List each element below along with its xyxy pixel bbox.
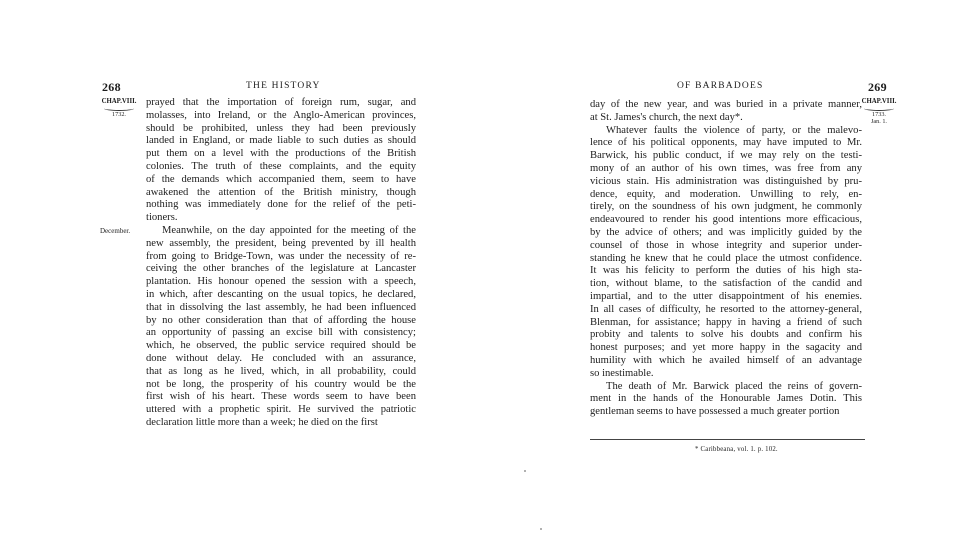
text-line: It was his felicity to perform the duties of his high sta- — [590, 265, 862, 277]
margin-chapter: CHAP.VIII. — [101, 98, 137, 105]
text-line: tion, without blame, to the satisfaction of the candid and — [590, 278, 862, 290]
text-line: from going to Bridge-Town, was under the necessity of re- — [146, 250, 416, 262]
scan-speck — [524, 470, 526, 472]
margin-year: 1732. — [112, 110, 126, 118]
text-line: awakened the attention of the British ministry, though — [146, 186, 416, 198]
margin-note-december: December. — [100, 227, 131, 235]
text-line: put them on a level with the productions of the British — [146, 148, 416, 160]
text-line: by the advice of others; and was implicitly guided by the — [590, 226, 862, 238]
text-line: impartial, and to the utter disappointment of his enemies. — [590, 290, 862, 302]
scan-speck — [540, 528, 542, 530]
text-line: which, he observed, the public service required should be — [146, 340, 416, 352]
text-line: mony of an author of his own times, was free from any — [590, 162, 862, 174]
margin-chapter-note — [98, 98, 140, 118]
margin-chapter: CHAP.VIII. — [861, 98, 897, 105]
running-head: OF BARBADOES — [677, 81, 764, 91]
text-line: prayed that the importation of foreign rum, sugar, and — [146, 97, 416, 108]
text-line: tirely, on the soundness of his own judgment, he commonly — [590, 201, 862, 213]
text-line: standing he knew that he could place the utmost confidence. — [590, 252, 862, 264]
text-line: molasses, into Ireland, or the Anglo-American provinces, — [146, 109, 416, 121]
body-text — [590, 99, 862, 419]
text-line: dence, equity, and moderation. Unwilling to rely, en- — [590, 188, 862, 200]
text-line: by no other consideration than that of affording the house — [146, 314, 416, 326]
text-line: Blenman, for assistance; happy in having a friend of such — [590, 316, 862, 328]
text-line: endeavoured to render his good intentions more efficacious, — [590, 214, 862, 226]
text-line: ment in the hands of the Honourable James Dotin. This — [590, 393, 862, 405]
footnote-rule — [590, 439, 865, 440]
page-number: 268 — [102, 80, 121, 94]
text-line: Whatever faults the violence of party, or the malevo- — [606, 124, 862, 136]
text-line: nothing was immediately done for the relief of the peti- — [146, 199, 416, 211]
text-line: day of the new year, and was buried in a private manner, — [590, 99, 862, 110]
text-line: that as long as he lived, which, in all probability, could — [146, 365, 416, 377]
text-line: vicious stain. His administration was distinguished by pru- — [590, 175, 862, 187]
text-line: tioners. — [146, 212, 178, 224]
text-line: done without delay. He concluded with an assurance, — [146, 352, 416, 364]
text-line: at St. James's church, the next day*. — [590, 111, 743, 123]
text-line: new assembly, the president, being prevented by ill health — [146, 237, 416, 249]
text-line: of the demands which accompanied them, seem to have — [146, 173, 416, 185]
text-line: that in dissolving the last assembly, he had been influenced — [146, 301, 416, 313]
text-line: so inestimable. — [590, 367, 654, 379]
text-line: probity and talents to solve his doubts and confirm his — [590, 329, 862, 341]
text-line: counsel of those in whose integrity and superior under- — [590, 239, 862, 251]
text-line: should be prohibited, unless they had been previously — [146, 122, 416, 134]
text-line: Meanwhile, on the day appointed for the meeting of the — [162, 224, 416, 236]
text-line: plantation. His honour opened the session with a speech, — [146, 276, 416, 288]
text-line: gentleman seems to have possessed a much greater portion — [590, 406, 840, 418]
text-line: Barwick, his public conduct, if we may rely on the testi- — [590, 150, 862, 162]
text-line: humility with which he availed himself of an advantage — [590, 354, 862, 366]
text-line: The death of Mr. Barwick placed the reins of govern- — [606, 380, 862, 392]
text-line: an opportunity of passing an excise bill with consistency; — [146, 327, 416, 339]
running-head: THE HISTORY — [246, 81, 321, 91]
text-line: lence of his political opponents, may have imputed to Mr. — [590, 137, 862, 149]
text-line: ceiving the other branches of the legislature at Lancaster — [146, 263, 416, 275]
text-line: honest purposes; and yet more happy in the sagacity and — [590, 342, 862, 354]
text-line: not be long, the prosperity of his country would be the — [146, 378, 416, 390]
text-line: first wish of his heart. These words seem to have been — [146, 391, 416, 403]
margin-chapter-note — [858, 98, 900, 126]
body-text — [146, 97, 416, 430]
text-line: colonies. The truth of these complaints, and the equity — [146, 160, 416, 172]
text-line: In all cases of difficulty, he resorted to the attorney-general, — [590, 303, 862, 315]
text-line: uttered with a prophetic spirit. He survived the patriotic — [146, 404, 416, 416]
footnote: * Caribbeana, vol. 1. p. 102. — [695, 446, 778, 453]
text-line: in which, after descanting on the usual topics, he declared, — [146, 288, 416, 300]
margin-date: Jan. 1. — [871, 118, 887, 125]
margin-year: 1733. — [872, 110, 886, 118]
right-page — [490, 0, 980, 541]
text-line: declaration little more than a week; he died on the first — [146, 416, 378, 428]
page-number: 269 — [868, 80, 887, 94]
text-line: landed in England, or made liable to such duties as should — [146, 135, 416, 147]
